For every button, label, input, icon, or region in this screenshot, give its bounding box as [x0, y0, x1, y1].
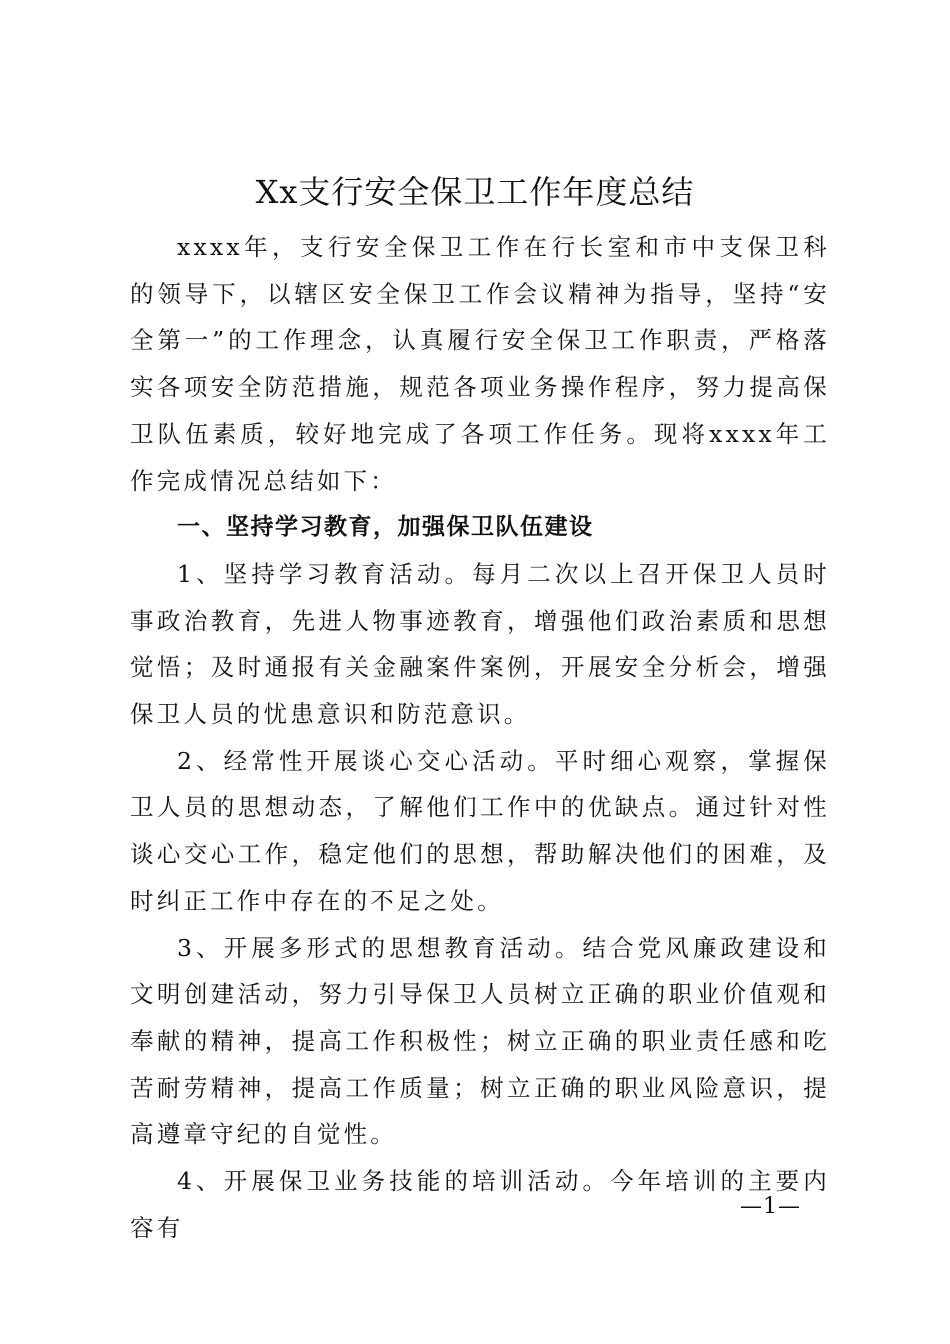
section-heading: 一、坚持学习教育，加强保卫队伍建设: [177, 514, 594, 541]
document-title: Xx支行安全保卫工作年度总结: [255, 173, 695, 211]
document-body: [130, 224, 830, 1251]
list-item: 4、开展保卫业务技能的培训活动。今年培训的主要内容有: [130, 1167, 830, 1242]
list-item: 3、开展多形式的思想教育活动。结合党风廉政建设和文明创建活动，努力引导保卫人员树立正确的职业价值观和奉献的精神，提高工作积极性；树立正确的职业责任感和吃苦耐劳精神，提高工作质量；树立正确的职业风险意识，提高遵章守纪的自觉性。: [130, 933, 830, 1149]
page-number: —1—: [740, 1194, 801, 1219]
list-item: 1、坚持学习教育活动。每月二次以上召开保卫人员时事政治教育，先进人物事迹教育，增强他们政治素质和思想觉悟；及时通报有关金融案件案例，开展安全分析会，增强保卫人员的忧患意识和防范意识。: [130, 559, 830, 729]
intro-paragraph: xxxx年，支行安全保卫工作在行长室和市中支保卫科的领导下，以辖区安全保卫工作会议精神为指导，坚持“安全第一”的工作理念，认真履行安全保卫工作职责，严格落实各项安全防范措施，规范各项业务操作程序，努力提高保卫队伍素质，较好地完成了各项工作任务。现将xxxx年工作完成情况总结如下：: [130, 233, 830, 495]
list-item: 2、经常性开展谈心交心活动。平时细心观察，掌握保卫人员的思想动态，了解他们工作中的优缺点。通过针对性谈心交心工作，稳定他们的思想，帮助解决他们的困难，及时纠正工作中存在的不足之处。: [130, 746, 830, 915]
